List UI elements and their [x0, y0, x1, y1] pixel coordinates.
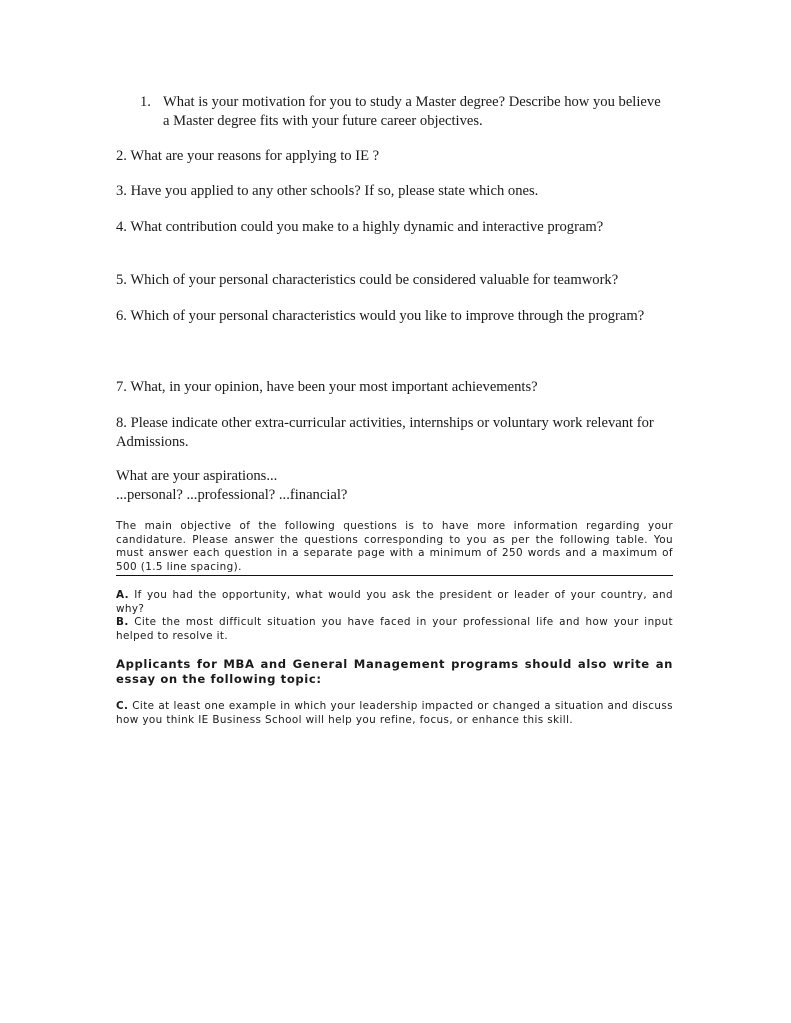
question-3: 3. Have you applied to any other schools? If so, please state which ones.: [116, 183, 539, 199]
essay-a-label: A.: [116, 589, 129, 601]
question-2: 2. What are your reasons for applying to IE ?: [116, 148, 380, 164]
essay-a: [116, 589, 673, 616]
aspirations-line-2: ...personal? ...professional? ...financial?: [116, 486, 348, 503]
question-7: 7. What, in your opinion, have been your most important achievements?: [116, 379, 538, 395]
aspirations: [116, 467, 673, 504]
essay-b-label: B.: [116, 616, 129, 628]
essay-b: [116, 616, 673, 643]
essay-a-text: If you had the opportunity, what would you ask the president or leader of your country, and why?: [116, 589, 673, 615]
essay-intro: The main objective of the following questions is to have more information regarding your candidature. Please answer the questions corresponding to you as per the following table. You must answer each question in a separate page with a minimum of 250 words and a maximum of 500 (1.5 line spacing).: [116, 520, 673, 573]
aspirations-line-1: What are your aspirations...: [116, 468, 278, 484]
question-5: 5. Which of your personal characteristics could be considered valuable for teamwork?: [116, 272, 619, 288]
question-1-number: 1.: [140, 94, 151, 110]
essay-c-label: C.: [116, 700, 129, 712]
question-1-text: What is your motivation for you to study a Master degree? Describe how you believe a Master degree fits with your future career objectives.: [163, 94, 661, 129]
mba-heading: Applicants for MBA and General Management programs should also write an essay on the following topic:: [116, 657, 673, 686]
essay-c: [116, 700, 673, 727]
divider: [116, 575, 673, 576]
question-6: 6. Which of your personal characteristics would you like to improve through the program?: [116, 308, 645, 324]
question-8: 8. Please indicate other extra-curricular activities, internships or voluntary work relevant for Admissions.: [116, 415, 654, 450]
essay-c-text: Cite at least one example in which your leadership impacted or changed a situation and discuss how you think IE Business School will help you refine, focus, or enhance this skill.: [116, 700, 673, 726]
essay-b-text: Cite the most difficult situation you have faced in your professional life and how your input helped to resolve it.: [116, 616, 674, 642]
question-4: 4. What contribution could you make to a highly dynamic and interactive program?: [116, 219, 604, 235]
